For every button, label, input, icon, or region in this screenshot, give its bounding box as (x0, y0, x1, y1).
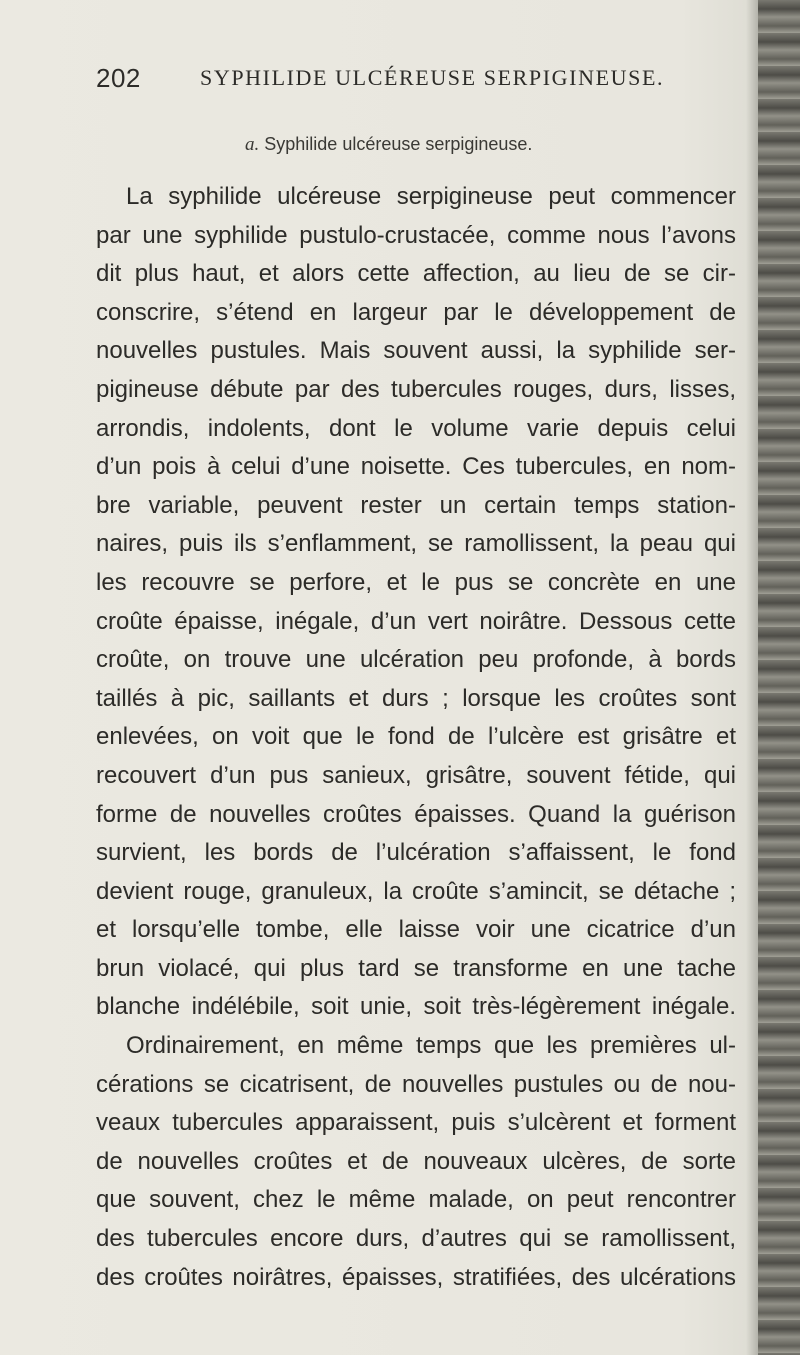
text-line: recouvert d’un pus sanieux, grisâtre, souvent fétide, qui (96, 761, 736, 789)
text-line: brun violacé, qui plus tard se transforme en une tache (96, 954, 736, 982)
page-edge (758, 0, 800, 1355)
text-line: et lorsqu’elle tombe, elle laisse voir une cicatrice d’un (96, 916, 736, 944)
text-line: par une syphilide pustulo-crustacée, comme nous l’avons (96, 221, 736, 249)
text-line: cérations se cicatrisent, de nouvelles pustules ou de nou- (96, 1070, 736, 1098)
text-line: enlevées, on voit que le fond de l’ulcère est grisâtre et (96, 723, 736, 751)
running-head: SYPHILIDE ULCÉREUSE SERPIGINEUSE. (200, 65, 665, 90)
text-line: survient, les bords de l’ulcération s’affaissent, le fond (96, 839, 736, 867)
page-gutter-shadow (746, 0, 758, 1355)
text-line: d’un pois à celui d’une noisette. Ces tubercules, en nom- (96, 453, 736, 481)
text-line: conscrire, s’étend en largeur par le développement de (96, 298, 736, 326)
section-title (245, 134, 532, 156)
text-line: nouvelles pustules. Mais souvent aussi, la syphilide ser- (96, 337, 736, 365)
text-line: arrondis, indolents, dont le volume varie depuis celui (96, 414, 736, 442)
text-line: taillés à pic, saillants et durs ; lorsque les croûtes sont (96, 684, 736, 712)
text-line: La syphilide ulcéreuse serpigineuse peut commencer (126, 183, 736, 210)
text-line: devient rouge, granuleux, la croûte s’amincit, se détache ; (96, 877, 736, 905)
page-number: 202 (96, 63, 141, 93)
text-line: des croûtes noirâtres, épaisses, stratifiées, des ulcérations (96, 1263, 736, 1291)
text-line: que souvent, chez le même malade, on peut rencontrer (96, 1186, 736, 1214)
text-line: forme de nouvelles croûtes épaisses. Quand la guérison (96, 800, 736, 828)
text-line: des tubercules encore durs, d’autres qui se ramollissent, (96, 1225, 736, 1253)
text-line: naires, puis ils s’enflamment, se ramollissent, la peau qui (96, 530, 736, 558)
text-line: bre variable, peuvent rester un certain temps station- (96, 491, 736, 519)
text-line: croûte, on trouve une ulcération peu profonde, à bords (96, 646, 736, 674)
text-line: les recouvre se perfore, et le pus se concrète en une (96, 568, 736, 596)
text-line: pigineuse débute par des tubercules rouges, durs, lisses, (96, 375, 736, 403)
section-title-text: Syphilide ulcéreuse serpigineuse. (264, 134, 533, 154)
text-line: de nouvelles croûtes et de nouveaux ulcères, de sorte (96, 1147, 736, 1175)
section-letter: a. (245, 134, 260, 155)
body-text (96, 178, 736, 1297)
text-line: Ordinairement, en même temps que les premières ul- (126, 1032, 736, 1060)
text-line: veaux tubercules apparaissent, puis s’ulcèrent et forment (96, 1109, 736, 1137)
text-line: blanche indélébile, soit unie, soit très-légèrement inégale. (96, 993, 736, 1021)
text-line: croûte épaisse, inégale, d’un vert noirâtre. Dessous cette (96, 607, 736, 635)
page-header (96, 63, 736, 99)
text-line: dit plus haut, et alors cette affection, au lieu de se cir- (96, 260, 736, 288)
